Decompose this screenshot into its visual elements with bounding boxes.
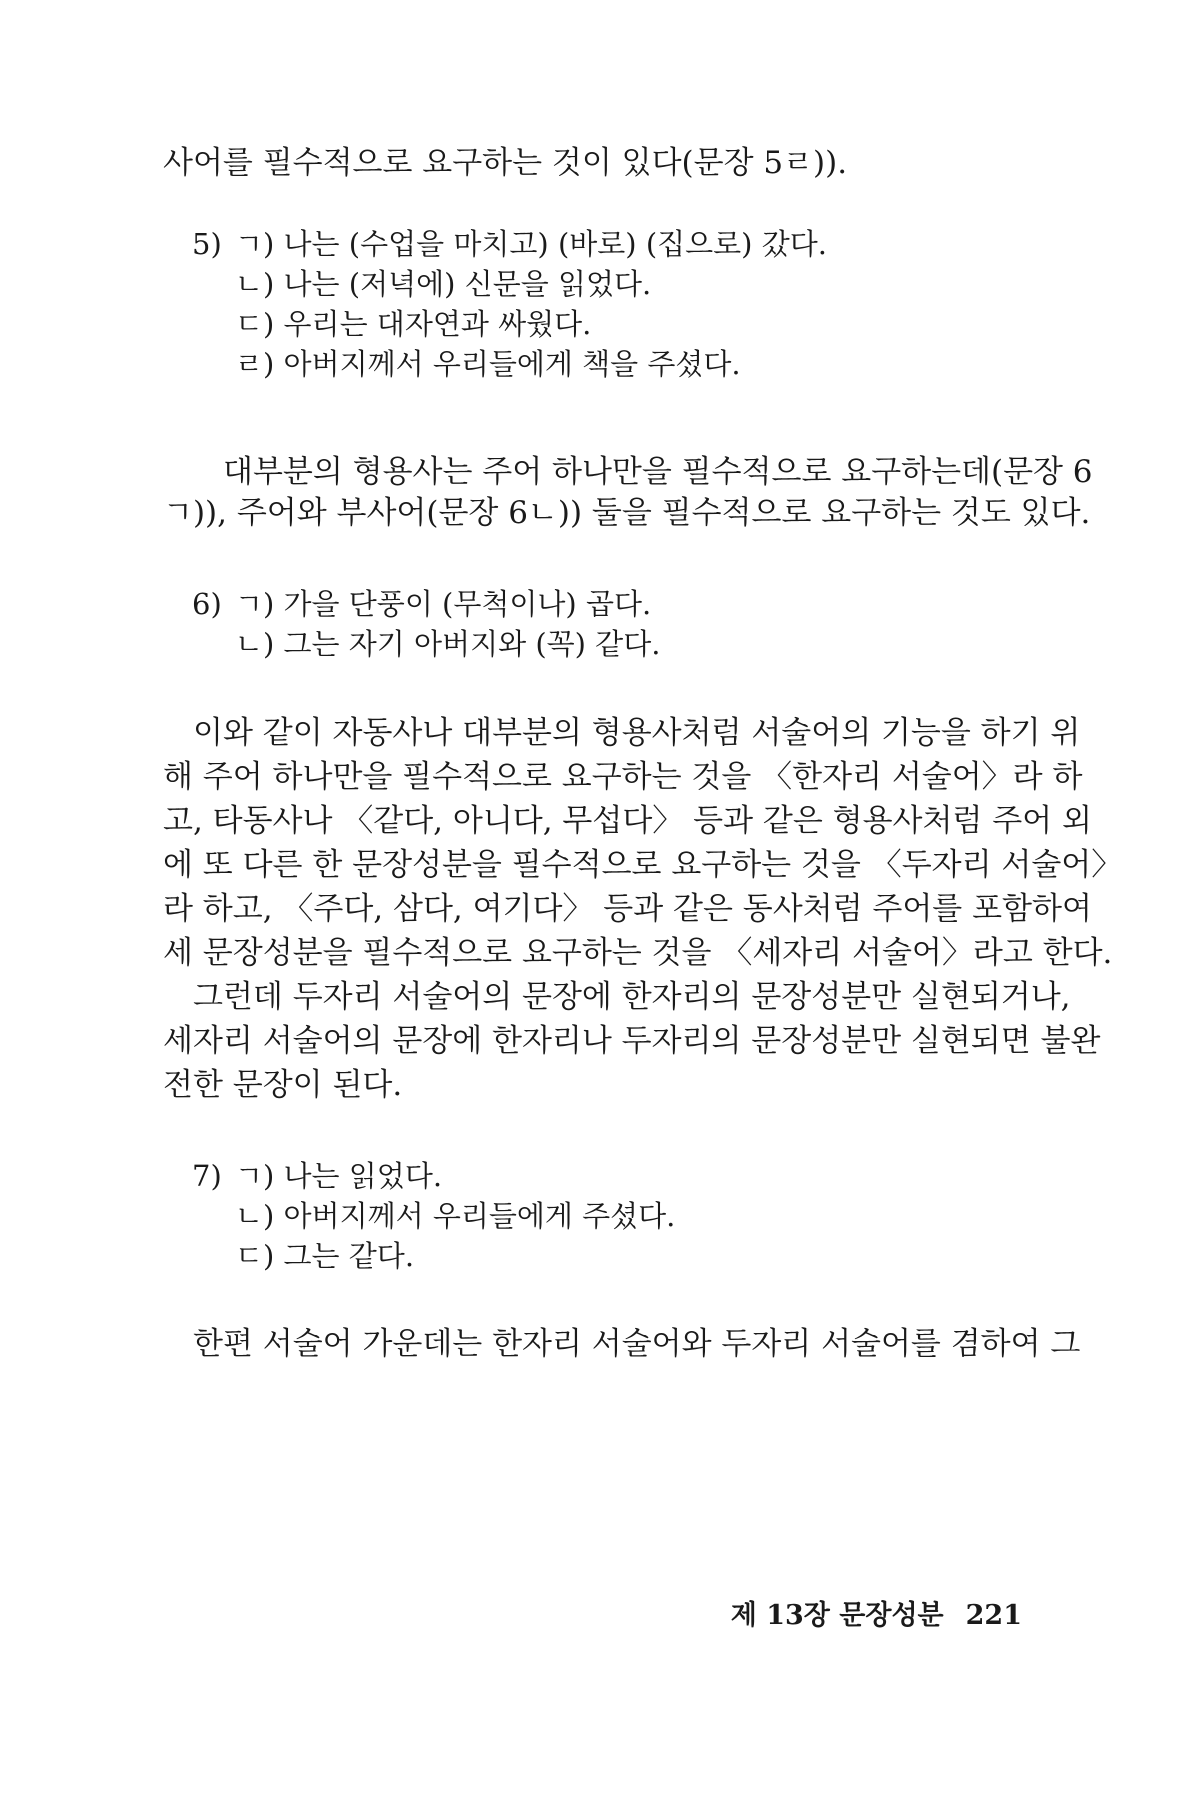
example-item: ㄴ) 그는 자기 아버지와 (꼭) 같다. bbox=[235, 627, 661, 661]
body-line: 대부분의 형용사는 주어 하나만을 필수적으로 요구하는데(문장 6 bbox=[223, 454, 1093, 490]
example-item: ㄱ) 나는 (수업을 마치고) (바로) (집으로) 갔다. bbox=[235, 227, 827, 261]
body-line: 그런데 두자리 서술어의 문장에 한자리의 문장성분만 실현되거나, bbox=[193, 979, 1071, 1015]
body-line: 라 하고, 〈주다, 삼다, 여기다〉 등과 같은 동사처럼 주어를 포함하여 bbox=[163, 891, 1092, 927]
body-line: 에 또 다른 한 문장성분을 필수적으로 요구하는 것을 〈두자리 서술어〉 bbox=[163, 847, 1123, 883]
example-number: 7) bbox=[192, 1159, 222, 1193]
body-line: 세자리 서술어의 문장에 한자리나 두자리의 문장성분만 실현되면 불완 bbox=[163, 1023, 1101, 1059]
example-item: ㄴ) 나는 (저녁에) 신문을 읽었다. bbox=[235, 267, 652, 301]
example-item: ㄱ) 나는 읽었다. bbox=[235, 1159, 443, 1193]
example-number: 6) bbox=[192, 587, 222, 621]
page-footer bbox=[731, 1598, 1022, 1634]
body-line: 전한 문장이 된다. bbox=[163, 1067, 403, 1103]
body-line: 사어를 필수적으로 요구하는 것이 있다(문장 5ㄹ)). bbox=[163, 145, 848, 181]
body-line: 한편 서술어 가운데는 한자리 서술어와 두자리 서술어를 겸하여 그 bbox=[193, 1326, 1081, 1362]
example-item: ㄷ) 그는 같다. bbox=[235, 1239, 415, 1273]
example-item: ㄹ) 아버지께서 우리들에게 책을 주셨다. bbox=[235, 347, 741, 381]
body-line: 고, 타동사나 〈같다, 아니다, 무섭다〉 등과 같은 형용사처럼 주어 외 bbox=[163, 803, 1092, 839]
example-item: ㄱ) 가을 단풍이 (무척이나) 곱다. bbox=[235, 587, 652, 621]
example-item: ㄷ) 우리는 대자연과 싸웠다. bbox=[235, 307, 592, 341]
page-number: 221 bbox=[965, 1600, 1022, 1631]
body-line: 세 문장성분을 필수적으로 요구하는 것을 〈세자리 서술어〉라고 한다. bbox=[163, 935, 1113, 971]
chapter-title: 제 13장 문장성분 bbox=[730, 1600, 944, 1631]
body-line: 해 주어 하나만을 필수적으로 요구하는 것을 〈한자리 서술어〉라 하 bbox=[163, 759, 1083, 795]
example-item: ㄴ) 아버지께서 우리들에게 주셨다. bbox=[235, 1199, 676, 1233]
body-line: 이와 같이 자동사나 대부분의 형용사처럼 서술어의 기능을 하기 위 bbox=[193, 715, 1081, 751]
example-number: 5) bbox=[192, 227, 222, 261]
body-line: ㄱ)), 주어와 부사어(문장 6ㄴ)) 둘을 필수적으로 요구하는 것도 있다. bbox=[163, 495, 1091, 531]
